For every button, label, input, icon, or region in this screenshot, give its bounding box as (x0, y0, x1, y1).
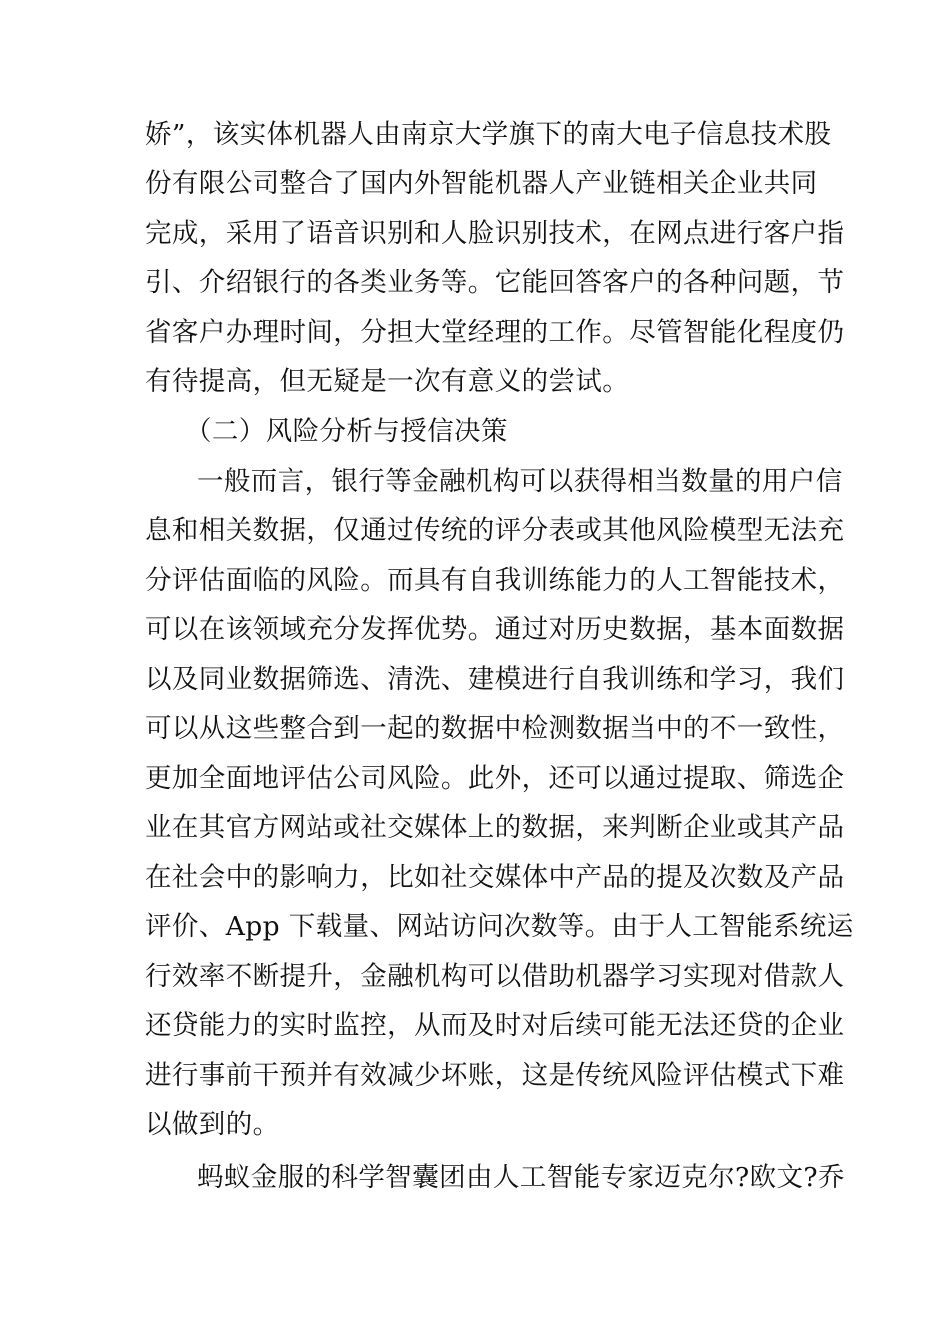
paragraph-1-line-5: 省客户办理时间，分担大堂经理的工作。尽管智能化程度仍 (145, 317, 845, 348)
paragraph-2-line-5: 以及同业数据筛选、清洗、建模进行自我训练和学习，我们 (145, 664, 845, 695)
paragraph-2-line-3: 分评估面临的风险。而具有自我训练能力的人工智能技术， (145, 565, 845, 596)
paragraph-2-line-2: 息和相关数据，仅通过传统的评分表或其他风险模型无法充 (145, 515, 845, 546)
paragraph-2-line-12: 还贷能力的实时监控，从而及时对后续可能无法还贷的企业 (145, 1010, 845, 1041)
paragraph-2-line-7: 更加全面地评估公司风险。此外，还可以通过提取、筛选企 (145, 763, 845, 794)
paragraph-2-line-13: 进行事前干预并有效减少坏账，这是传统风险评估模式下难 (145, 1060, 845, 1091)
paragraph-2-line-9: 在社会中的影响力，比如社交媒体中产品的提及次数及产品 (145, 862, 845, 893)
paragraph-2-line-8: 业在其官方网站或社交媒体上的数据，来判断企业或其产品 (145, 812, 845, 843)
paragraph-2-line-6: 可以从这些整合到一起的数据中检测数据当中的不一致性， (145, 713, 845, 744)
paragraph-2-line-4: 可以在该领域充分发挥优势。通过对历史数据，基本面数据 (145, 614, 845, 645)
paragraph-2-line-14: 以做到的。 (145, 1109, 280, 1140)
paragraph-2-line-10: 评价、App 下载量、网站访问次数等。由于人工智能系统运 (145, 911, 854, 942)
section-heading: （二）风险分析与授信决策 (185, 416, 508, 447)
paragraph-1-line-3: 完成，采用了语音识别和人脸识别技术，在网点进行客户指 (145, 218, 845, 249)
paragraph-1-line-1: 娇”，该实体机器人由南京大学旗下的南大电子信息技术股 (145, 119, 832, 150)
paragraph-2-line-1: 一般而言，银行等金融机构可以获得相当数量的用户信 (197, 466, 843, 497)
paragraph-1-line-6: 有待提高，但无疑是一次有意义的尝试。 (145, 366, 630, 397)
paragraph-1-line-4: 引、介绍银行的各类业务等。它能回答客户的各种问题，节 (145, 267, 845, 298)
paragraph-1-line-2: 份有限公司整合了国内外智能机器人产业链相关企业共同 (145, 168, 818, 199)
paragraph-2-line-11: 行效率不断提升，金融机构可以借助机器学习实现对借款人 (145, 961, 845, 992)
paragraph-3-line-1: 蚂蚁金服的科学智囊团由人工智能专家迈克尔?欧文?乔 (197, 1162, 845, 1193)
